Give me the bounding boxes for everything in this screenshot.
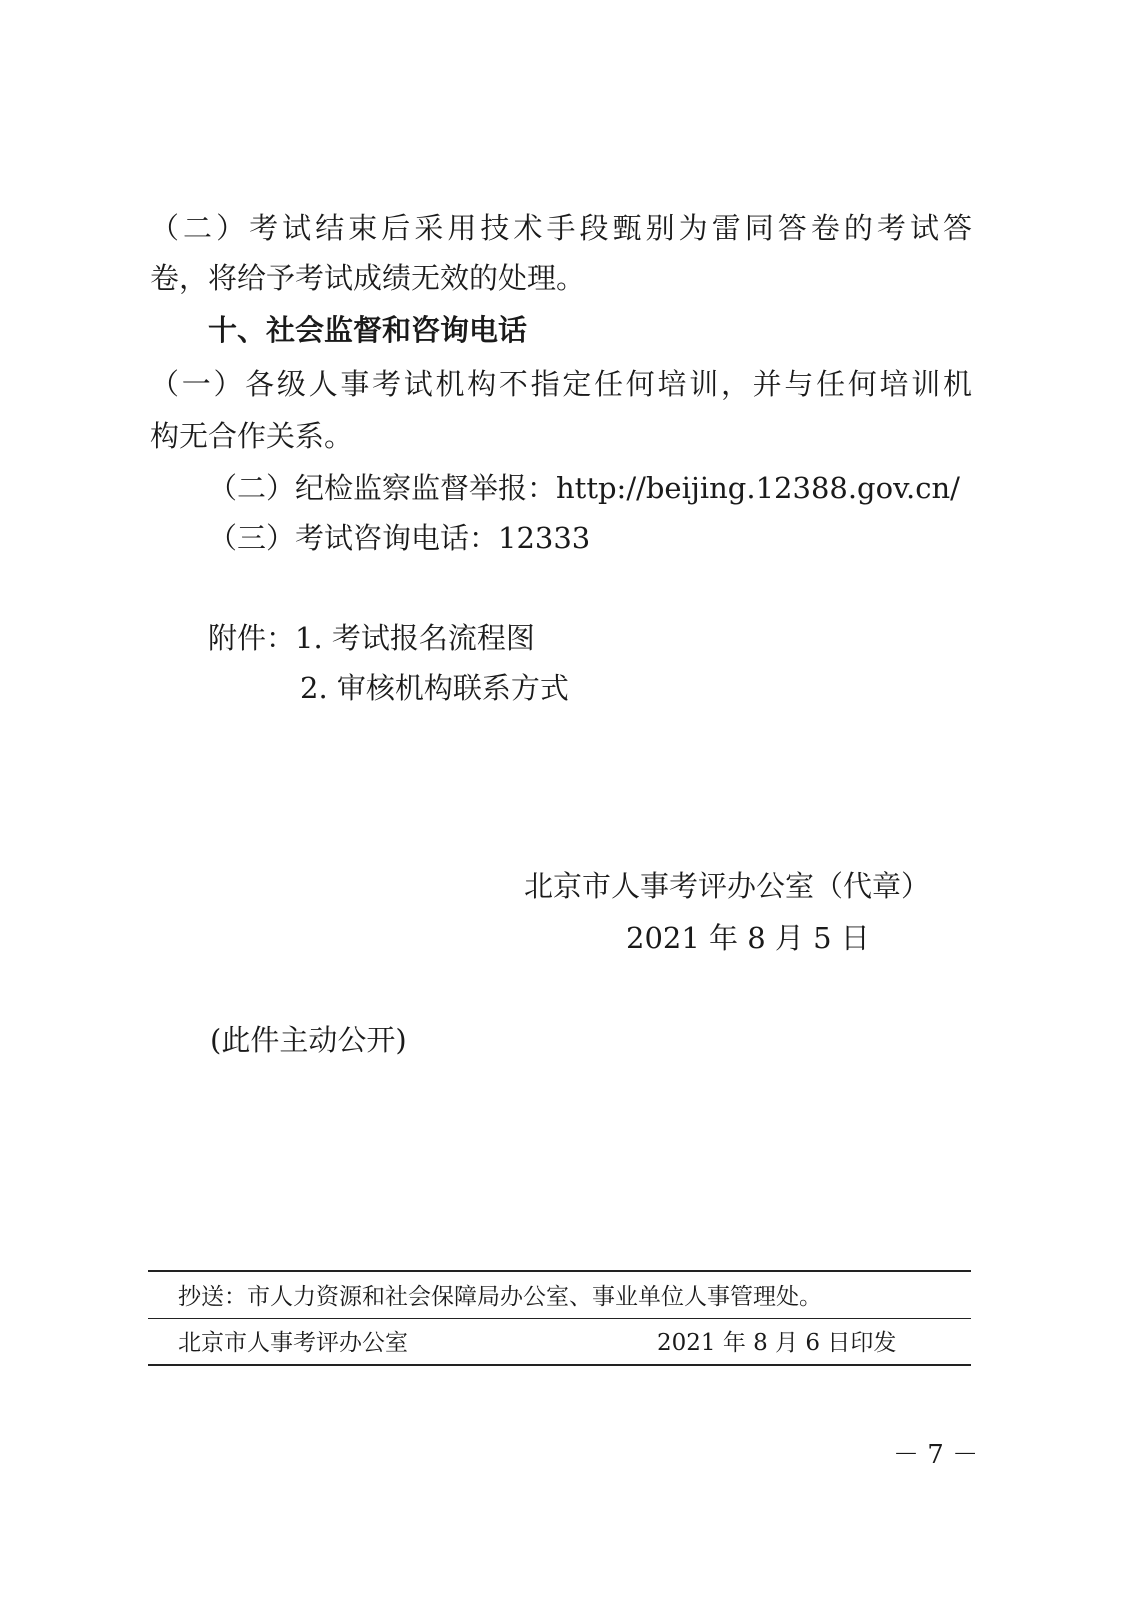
signature-date: 2021 年 8 月 5 日 xyxy=(626,921,870,955)
footer-cc: 抄送：市人力资源和社会保障局办公室、事业单位人事管理处。 xyxy=(178,1284,822,1310)
attachment-label xyxy=(208,618,535,658)
paragraph-training-line1: （一）各级人事考试机构不指定任何培训，并与任何培训机 xyxy=(150,367,972,401)
page-number: － 7 － xyxy=(893,1440,979,1470)
section-heading: 十、社会监督和咨询电话 xyxy=(208,313,528,347)
paragraph-training-line2: 构无合作关系。 xyxy=(150,419,354,453)
attachment-item-2: 2. 审核机构联系方式 xyxy=(300,671,569,705)
paragraph-exam-result-line1: （二）考试结束后采用技术手段甄别为雷同答卷的考试答 xyxy=(150,211,972,245)
attachment-label-text: 附件： xyxy=(208,621,296,655)
footer-rule-top xyxy=(148,1270,971,1272)
attachment-item-1: 1. 考试报名流程图 xyxy=(295,621,535,655)
paragraph-exam-result-line2: 卷，将给予考试成绩无效的处理。 xyxy=(150,261,586,295)
footer-rule-bottom xyxy=(148,1364,971,1366)
disclosure-note: (此件主动公开) xyxy=(210,1023,407,1057)
signature-issuer: 北京市人事考评办公室（代章） xyxy=(524,869,931,903)
paragraph-report-site: （二）纪检监察监督举报：http://beijing.12388.gov.cn/ xyxy=(208,471,960,505)
footer-issuer: 北京市人事考评办公室 xyxy=(178,1330,408,1356)
paragraph-consult-phone: （三）考试咨询电话：12333 xyxy=(208,521,591,555)
footer-print-date: 2021 年 8 月 6 日印发 xyxy=(657,1330,897,1356)
footer-rule-middle xyxy=(148,1318,971,1319)
